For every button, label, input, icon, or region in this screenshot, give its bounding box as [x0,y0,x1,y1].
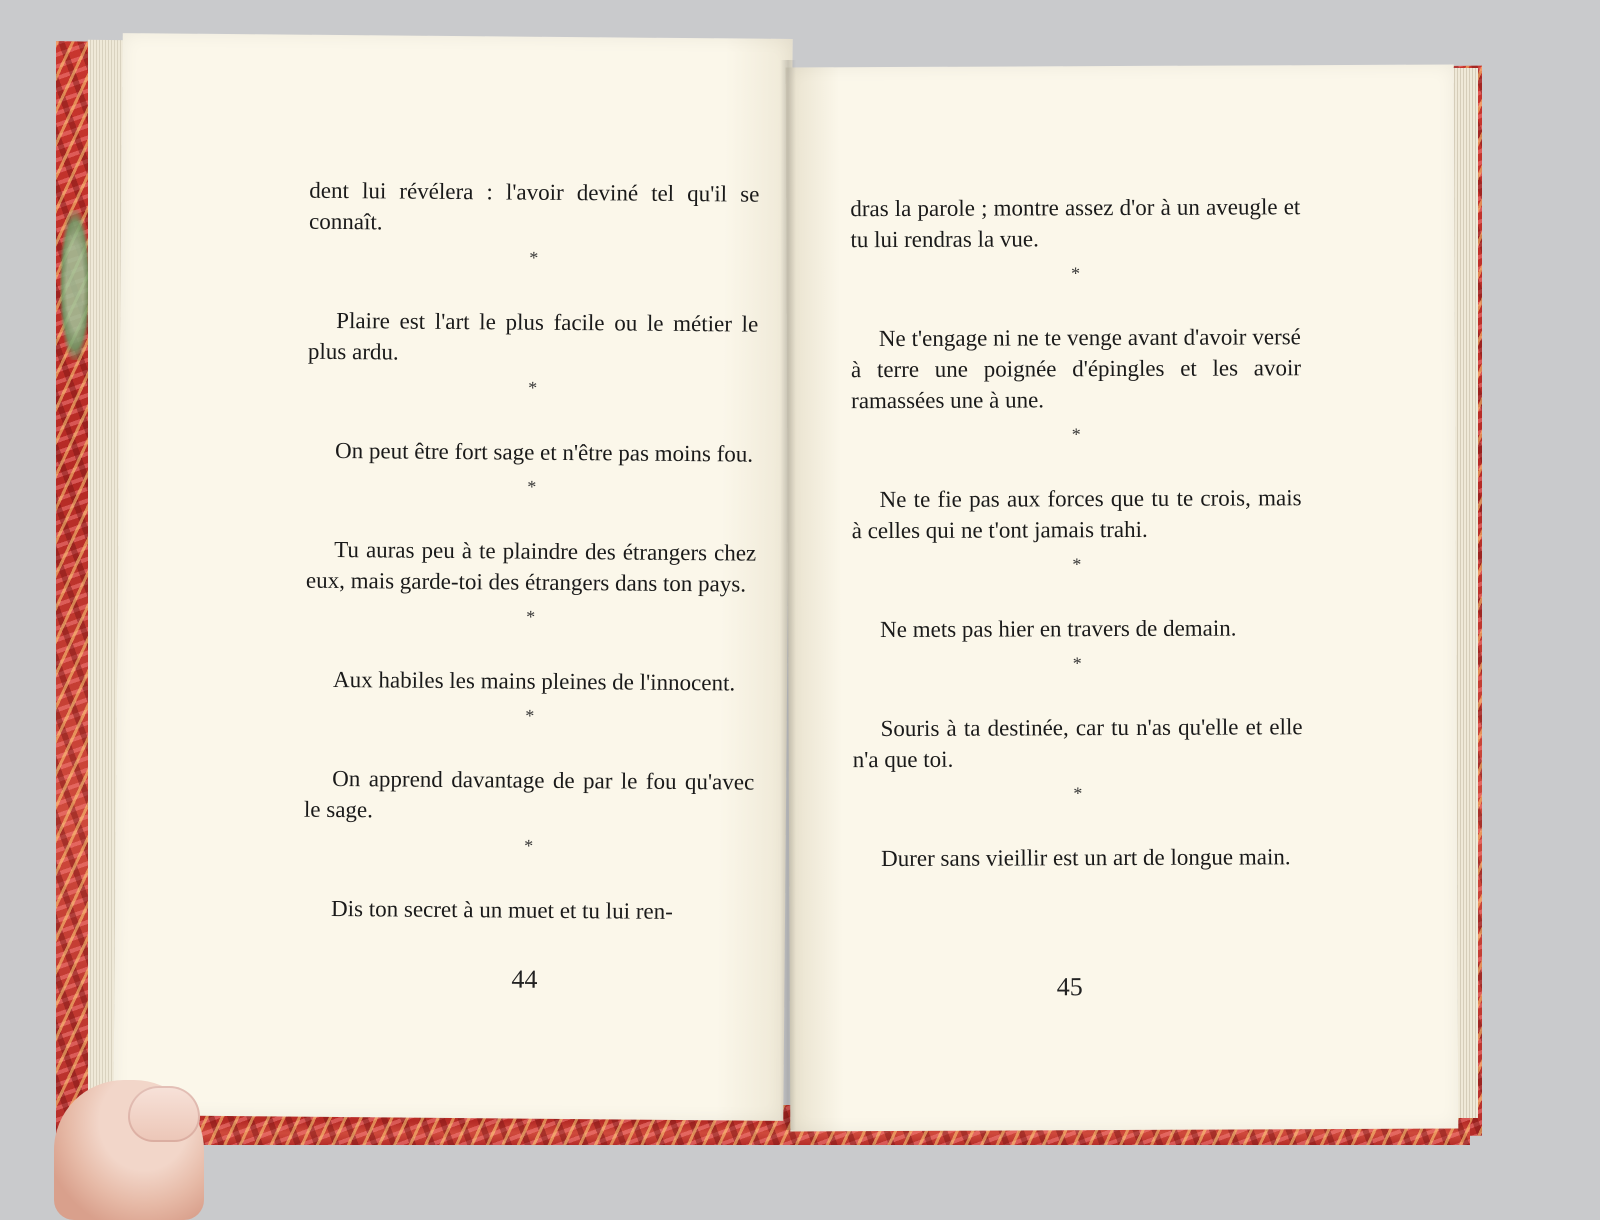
paragraph: Tu auras peu à te plaindre des étrangers chez eux, mais garde-toi des étrangers dans ton pays. [305,536,757,597]
paragraph: dent lui révélera : l'avoir deviné tel qu'il se connaît. [308,177,760,235]
separator-asterisk: * [527,476,537,497]
separator-asterisk: * [525,705,535,726]
left-page-text [303,175,760,928]
book-gutter [780,60,796,1130]
paragraph: dras la parole ; montre assez d'or à un aveugle et tu lui rendras la vue. [850,194,1301,253]
paragraph: On apprend davantage de par le fou qu'avec le sage. [303,765,755,823]
paragraph: On peut être fort sage et n'être pas moins fou. [334,437,754,467]
left-page [113,33,792,1121]
paragraph: Ne t'engage ni ne te venge avant d'avoir versé à terre une poignée d'épingles et les avoir ramassées une à une. [850,324,1302,414]
separator-asterisk: * [1072,653,1082,674]
separator-asterisk: * [524,835,534,856]
paragraph: Plaire est l'art le plus facile ou le métier le plus ardu. [307,307,759,365]
page-number: 44 [511,964,538,994]
separator-asterisk: * [526,606,536,627]
separator-asterisk: * [1072,554,1082,575]
separator-asterisk: * [529,247,539,268]
separator-asterisk: * [528,377,538,398]
separator-asterisk: * [1071,424,1081,445]
paragraph: Ne te fie pas aux forces que tu te crois, mais à celles qui ne t'ont jamais trahi. [851,485,1302,544]
paragraph: Dis ton secret à un muet et tu lui ren- [330,895,673,924]
right-page-text [850,191,1303,874]
page-number: 45 [1056,972,1083,1002]
separator-asterisk: * [1071,263,1081,284]
marble-pattern [60,210,90,360]
separator-asterisk: * [1073,783,1083,804]
paragraph: Ne mets pas hier en travers de demain. [880,615,1237,643]
right-page [786,65,1459,1132]
paragraph: Aux habiles les mains pleines de l'innocent. [332,666,736,696]
thumb-nail [128,1086,200,1142]
paragraph: Souris à ta destinée, car tu n'as qu'elle et elle n'a que toi. [852,714,1303,773]
paragraph: Durer sans vieillir est un art de longue main. [881,844,1291,872]
